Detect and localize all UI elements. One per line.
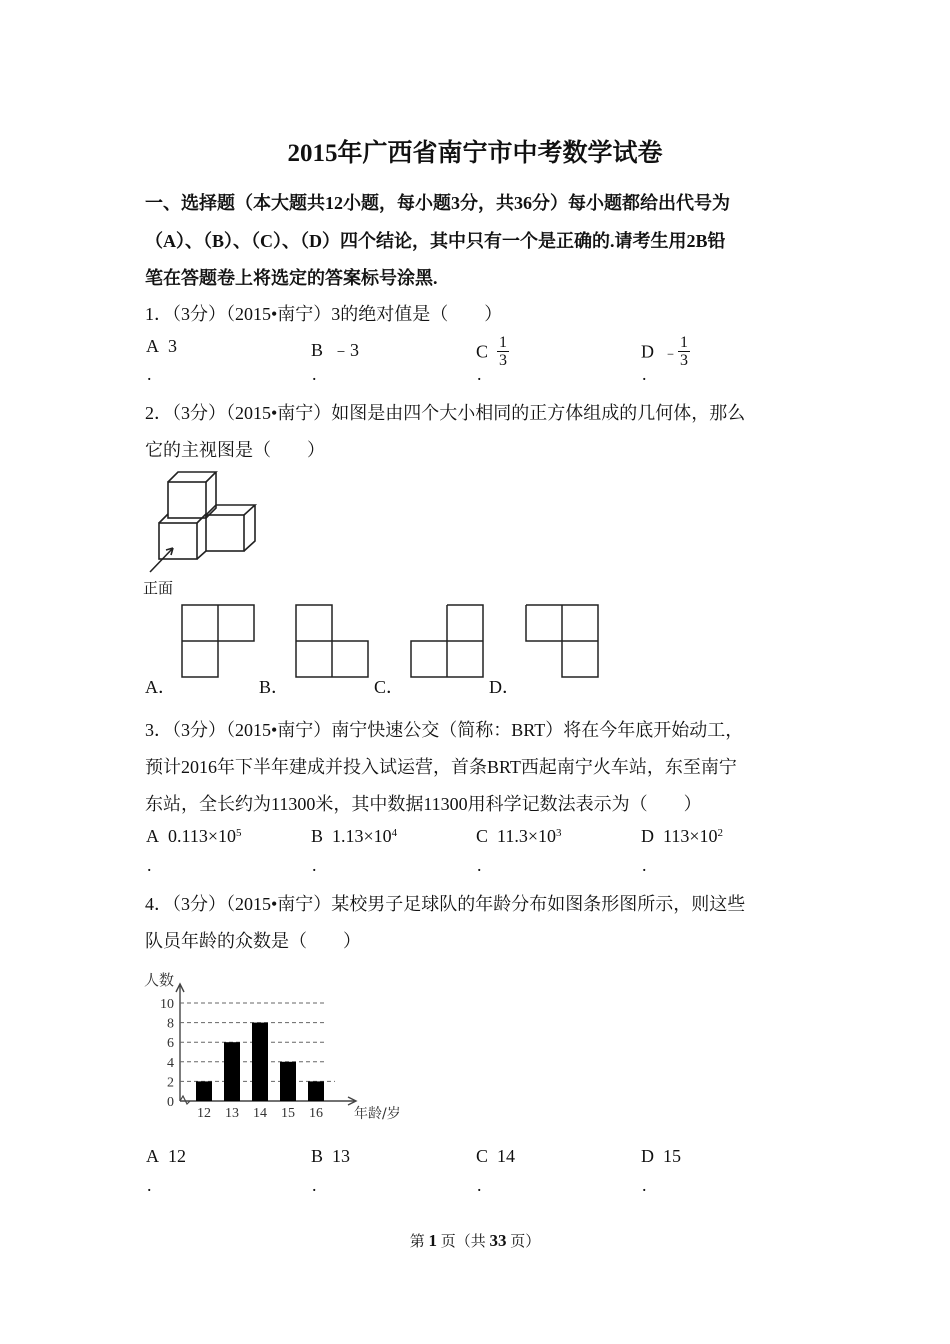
q3-stem-line2: 预计2016年下半年建成并投入试运营，首条BRT西起南宁火车站，东至南宁 — [145, 757, 737, 777]
option-dot: . — [147, 855, 152, 875]
x-axis-label: 年龄/岁 — [354, 1106, 401, 1122]
q3-option-b: B $1.13\times 10^4$ — [311, 826, 398, 846]
section-instructions-line3: 笔在答题卷上将选定的答案标号涂黑. — [145, 268, 438, 288]
option-dot: . — [642, 1175, 647, 1195]
option-dot: . — [477, 364, 482, 384]
q2-stem-line1: 2．（3分）（2015•南宁）如图是由四个大小相同的正方体组成的几何体，那么 — [145, 403, 746, 423]
y-axis-label: 人数 — [144, 971, 175, 989]
bar-13 — [224, 1042, 240, 1101]
option-dot: . — [642, 855, 647, 875]
q1-stem: 1．（3分）（2015•南宁）3的绝对值是（ ） — [145, 304, 503, 324]
bar-16 — [308, 1081, 324, 1101]
bar-15 — [280, 1062, 296, 1101]
q1-option-d: D ﹣ $\frac{1}{3}$ — [641, 334, 689, 369]
q1-option-b: B ﹣3 — [311, 340, 360, 360]
q4-option-c: C 14 — [476, 1146, 516, 1166]
section-instructions-line1: 一、选择题（本大题共12小题，每小题3分，共36分）每小题都给出代号为 — [145, 193, 730, 213]
x-tick-label: 13 — [225, 1106, 239, 1121]
q1-option-c: C $\frac{1}{3}$ — [476, 334, 508, 369]
q3-option-c: C $11.3\times 10^3$ — [476, 826, 562, 846]
y-tick-label: 8 — [167, 1016, 174, 1032]
axis-break — [180, 1096, 190, 1104]
page-title: 2015年广西省南宁市中考数学试卷 — [287, 140, 663, 167]
q2-option-b: B． — [259, 677, 290, 697]
option-dot: . — [312, 364, 317, 384]
q3-stem-line3: 东站，全长约为11300米，其中数据11300用科学记数法表示为（ ） — [145, 794, 702, 814]
page-footer: 第 1 页（共 33 页） — [409, 1231, 541, 1250]
y-tick-label: 0 — [167, 1095, 174, 1110]
q2-option-d: D． — [489, 677, 520, 697]
section-instructions-line2: （A）、（B）、（C）、（D）四个结论，其中只有一个是正确的.请考生用2B铅 — [145, 231, 726, 251]
age-bar-chart — [140, 965, 420, 1125]
q2-stem-line2: 它的主视图是（ ） — [145, 440, 325, 460]
option-dot: . — [312, 1175, 317, 1195]
x-tick-label: 14 — [253, 1106, 267, 1121]
option-dot: . — [147, 1175, 152, 1195]
bar-12 — [196, 1081, 212, 1101]
x-tick-label: 16 — [309, 1106, 323, 1121]
q2-figure-d — [524, 603, 604, 681]
y-tick-label: 10 — [160, 997, 174, 1012]
option-dot: . — [642, 364, 647, 384]
option-dot: . — [312, 855, 317, 875]
x-tick-label: 15 — [281, 1106, 295, 1121]
q2-figure-a — [180, 603, 260, 681]
y-tick-label: 4 — [167, 1055, 174, 1071]
q2-figure-b — [294, 603, 374, 681]
front-label: 正面 — [143, 580, 174, 597]
q3-stem-line1: 3．（3分）（2015•南宁）南宁快速公交（简称：BRT）将在今年底开始动工， — [145, 720, 744, 740]
q2-figure-c — [409, 603, 489, 681]
q4-option-a: A 12 — [146, 1146, 186, 1166]
option-dot: . — [477, 1175, 482, 1195]
x-tick-label: 12 — [197, 1106, 211, 1121]
y-tick-label: 2 — [167, 1075, 174, 1091]
q4-option-d: D 15 — [641, 1146, 681, 1166]
q2-option-c: C． — [374, 677, 405, 697]
q1-option-a: A 3 — [146, 336, 177, 356]
bar-14 — [252, 1023, 268, 1101]
q2-option-a: A． — [145, 677, 176, 697]
q4-option-b: B 13 — [311, 1146, 351, 1166]
option-dot: . — [147, 364, 152, 384]
q4-stem-line2: 队员年龄的众数是（ ） — [145, 931, 361, 951]
y-tick-label: 6 — [167, 1036, 174, 1052]
q3-option-d: D $113\times 10^2$ — [641, 826, 723, 846]
q4-stem-line1: 4．（3分）（2015•南宁）某校男子足球队的年龄分布如图条形图所示，则这些 — [145, 894, 746, 914]
q3-option-a: A $0.113\times 10^5$ — [146, 826, 242, 846]
option-dot: . — [477, 855, 482, 875]
